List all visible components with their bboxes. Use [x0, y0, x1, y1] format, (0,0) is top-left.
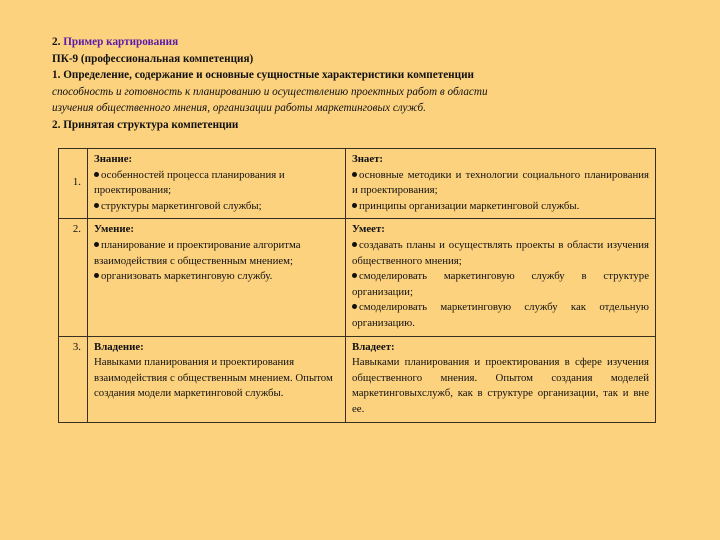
cell-heading: Умеет: — [352, 223, 385, 236]
cell-heading: Владение: — [94, 340, 144, 353]
list-item — [352, 300, 649, 331]
bullet-icon — [94, 203, 99, 208]
right-cell — [346, 219, 656, 336]
item-text: основные методики и технологии социального планирования и проектирования; — [352, 168, 649, 197]
item-text: смоделировать маркетинговую службу в структуре организации; — [352, 270, 649, 298]
bullet-icon — [94, 172, 99, 177]
list-item — [352, 269, 649, 300]
item-text: структуры маркетинговой службы; — [101, 199, 262, 212]
right-cell — [346, 149, 656, 219]
cell-heading: Знание: — [94, 153, 133, 165]
item-text: планирование и проектирование алгоритма взаимодействия с общественным мнением; — [94, 238, 301, 267]
bullet-icon — [94, 242, 99, 247]
list-item — [94, 238, 339, 269]
list-item — [94, 269, 339, 285]
item-text: организовать маркетинговую службу. — [101, 270, 273, 283]
row-number: 1. — [59, 149, 88, 219]
list-item — [352, 168, 649, 199]
list-item — [94, 199, 339, 215]
item-text: смоделировать маркетинговую службу как отдельную организацию. — [352, 301, 649, 329]
right-cell — [346, 336, 656, 422]
bullet-icon — [94, 273, 99, 278]
section-number: 2. — [52, 36, 64, 48]
definition-heading: 1. Определение, содержание и основные сущностные характеристики компетенции — [52, 69, 474, 82]
section-heading-example — [52, 34, 692, 51]
bullet-icon — [352, 203, 357, 208]
left-cell — [88, 149, 346, 219]
item-text: создавать планы и осуществлять проекты в области изучения общественного мнения; — [352, 238, 649, 267]
document-header — [52, 34, 692, 134]
item-text: принципы организации маркетинговой службы. — [359, 199, 580, 212]
table-row — [59, 149, 656, 219]
structure-heading: 2. Принятая структура компетенции — [52, 118, 239, 131]
row-number: 3. — [59, 336, 88, 422]
cell-text: Навыками планирования и проектирования в сфере изучения общественного мнения. Опытом создания моделей маркетинговыхслужб, как в структуре организации, так и вне ее. — [352, 356, 649, 415]
table-row — [59, 219, 656, 336]
list-item — [352, 238, 649, 269]
bullet-icon — [352, 242, 357, 247]
cell-heading: Владеет: — [352, 340, 395, 353]
section-title: Пример картирования — [63, 36, 179, 48]
competence-code: ПК-9 (профессиональная компетенция) — [52, 52, 254, 65]
bullet-icon — [352, 172, 357, 177]
definition-text-line2: изучения общественного мнения, организации работы маркетинговых служб. — [52, 102, 426, 115]
list-item — [94, 168, 339, 199]
cell-heading: Умение: — [94, 223, 135, 236]
competence-table — [58, 148, 656, 423]
cell-heading: Знает: — [352, 153, 384, 165]
left-cell — [88, 336, 346, 422]
left-cell — [88, 219, 346, 336]
definition-text-line1: способность и готовность к планированию и осуществлению проектных работ в области — [52, 85, 488, 98]
list-item — [352, 199, 649, 215]
bullet-icon — [352, 304, 357, 309]
table-row — [59, 336, 656, 422]
row-number: 2. — [59, 219, 88, 336]
cell-text: Навыками планирования и проектирования взаимодействия с общественным мнением. Опытом создания модели маркетинговой службы. — [94, 356, 333, 400]
bullet-icon — [352, 273, 357, 278]
item-text: особенностей процесса планирования и проектирования; — [94, 168, 285, 197]
